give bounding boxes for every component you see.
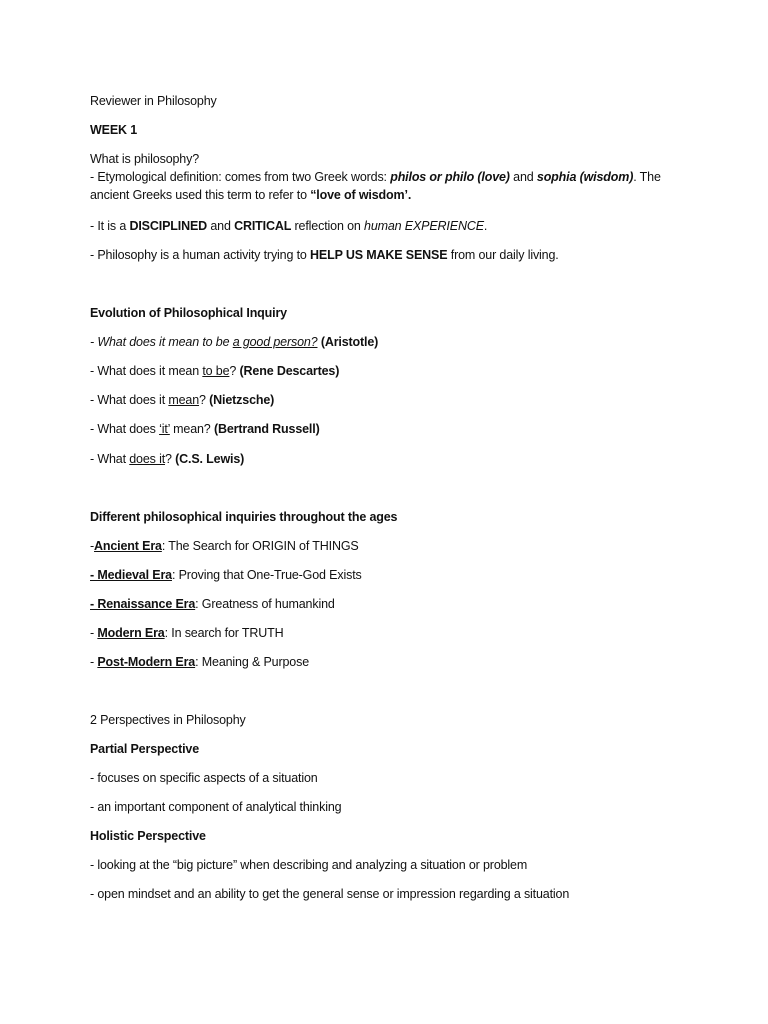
- holistic-perspective-item-2: - open mindset and an ability to get the general sense or impression regarding a situation: [90, 887, 570, 901]
- evolution-item-lewis: - What does it? (C.S. Lewis): [90, 452, 245, 466]
- evolution-item-descartes: - What does it mean to be? (Rene Descartes): [90, 364, 340, 378]
- evolution-heading: Evolution of Philosophical Inquiry: [90, 306, 287, 320]
- evolution-item-russell: - What does ‘it’ mean? (Bertrand Russell): [90, 422, 320, 436]
- etymological-definition-line-1: - Etymological definition: comes from two Greek words: philos or philo (love) and sophia (wisdom). The: [90, 170, 661, 184]
- etymological-definition-line-2: ancient Greeks used this term to refer to “love of wisdom’.: [90, 188, 412, 202]
- partial-perspective-item-2: - an important component of analytical thinking: [90, 800, 342, 814]
- partial-perspective-item-1: - focuses on specific aspects of a situation: [90, 771, 318, 785]
- evolution-item-aristotle: - What does it mean to be a good person? (Aristotle): [90, 335, 379, 349]
- doc-title: Reviewer in Philosophy: [90, 94, 217, 108]
- era-medieval: - Medieval Era: Proving that One-True-God Exists: [90, 568, 362, 582]
- holistic-perspective-heading: Holistic Perspective: [90, 829, 206, 843]
- human-activity-line: - Philosophy is a human activity trying to HELP US MAKE SENSE from our daily living.: [90, 248, 559, 262]
- era-renaissance: - Renaissance Era: Greatness of humankind: [90, 597, 335, 611]
- perspectives-heading: 2 Perspectives in Philosophy: [90, 713, 246, 727]
- eras-heading: Different philosophical inquiries throughout the ages: [90, 510, 398, 524]
- question-what-is-philosophy: What is philosophy?: [90, 152, 200, 166]
- era-post-modern: - Post-Modern Era: Meaning & Purpose: [90, 655, 309, 669]
- holistic-perspective-item-1: - looking at the “big picture” when describing and analyzing a situation or problem: [90, 858, 528, 872]
- week-heading: WEEK 1: [90, 123, 138, 137]
- disciplined-reflection-line: - It is a DISCIPLINED and CRITICAL reflection on human EXPERIENCE.: [90, 219, 488, 233]
- era-modern: - Modern Era: In search for TRUTH: [90, 626, 284, 640]
- evolution-item-nietzsche: - What does it mean? (Nietzsche): [90, 393, 275, 407]
- partial-perspective-heading: Partial Perspective: [90, 742, 200, 756]
- era-ancient: -Ancient Era: The Search for ORIGIN of THINGS: [90, 539, 359, 553]
